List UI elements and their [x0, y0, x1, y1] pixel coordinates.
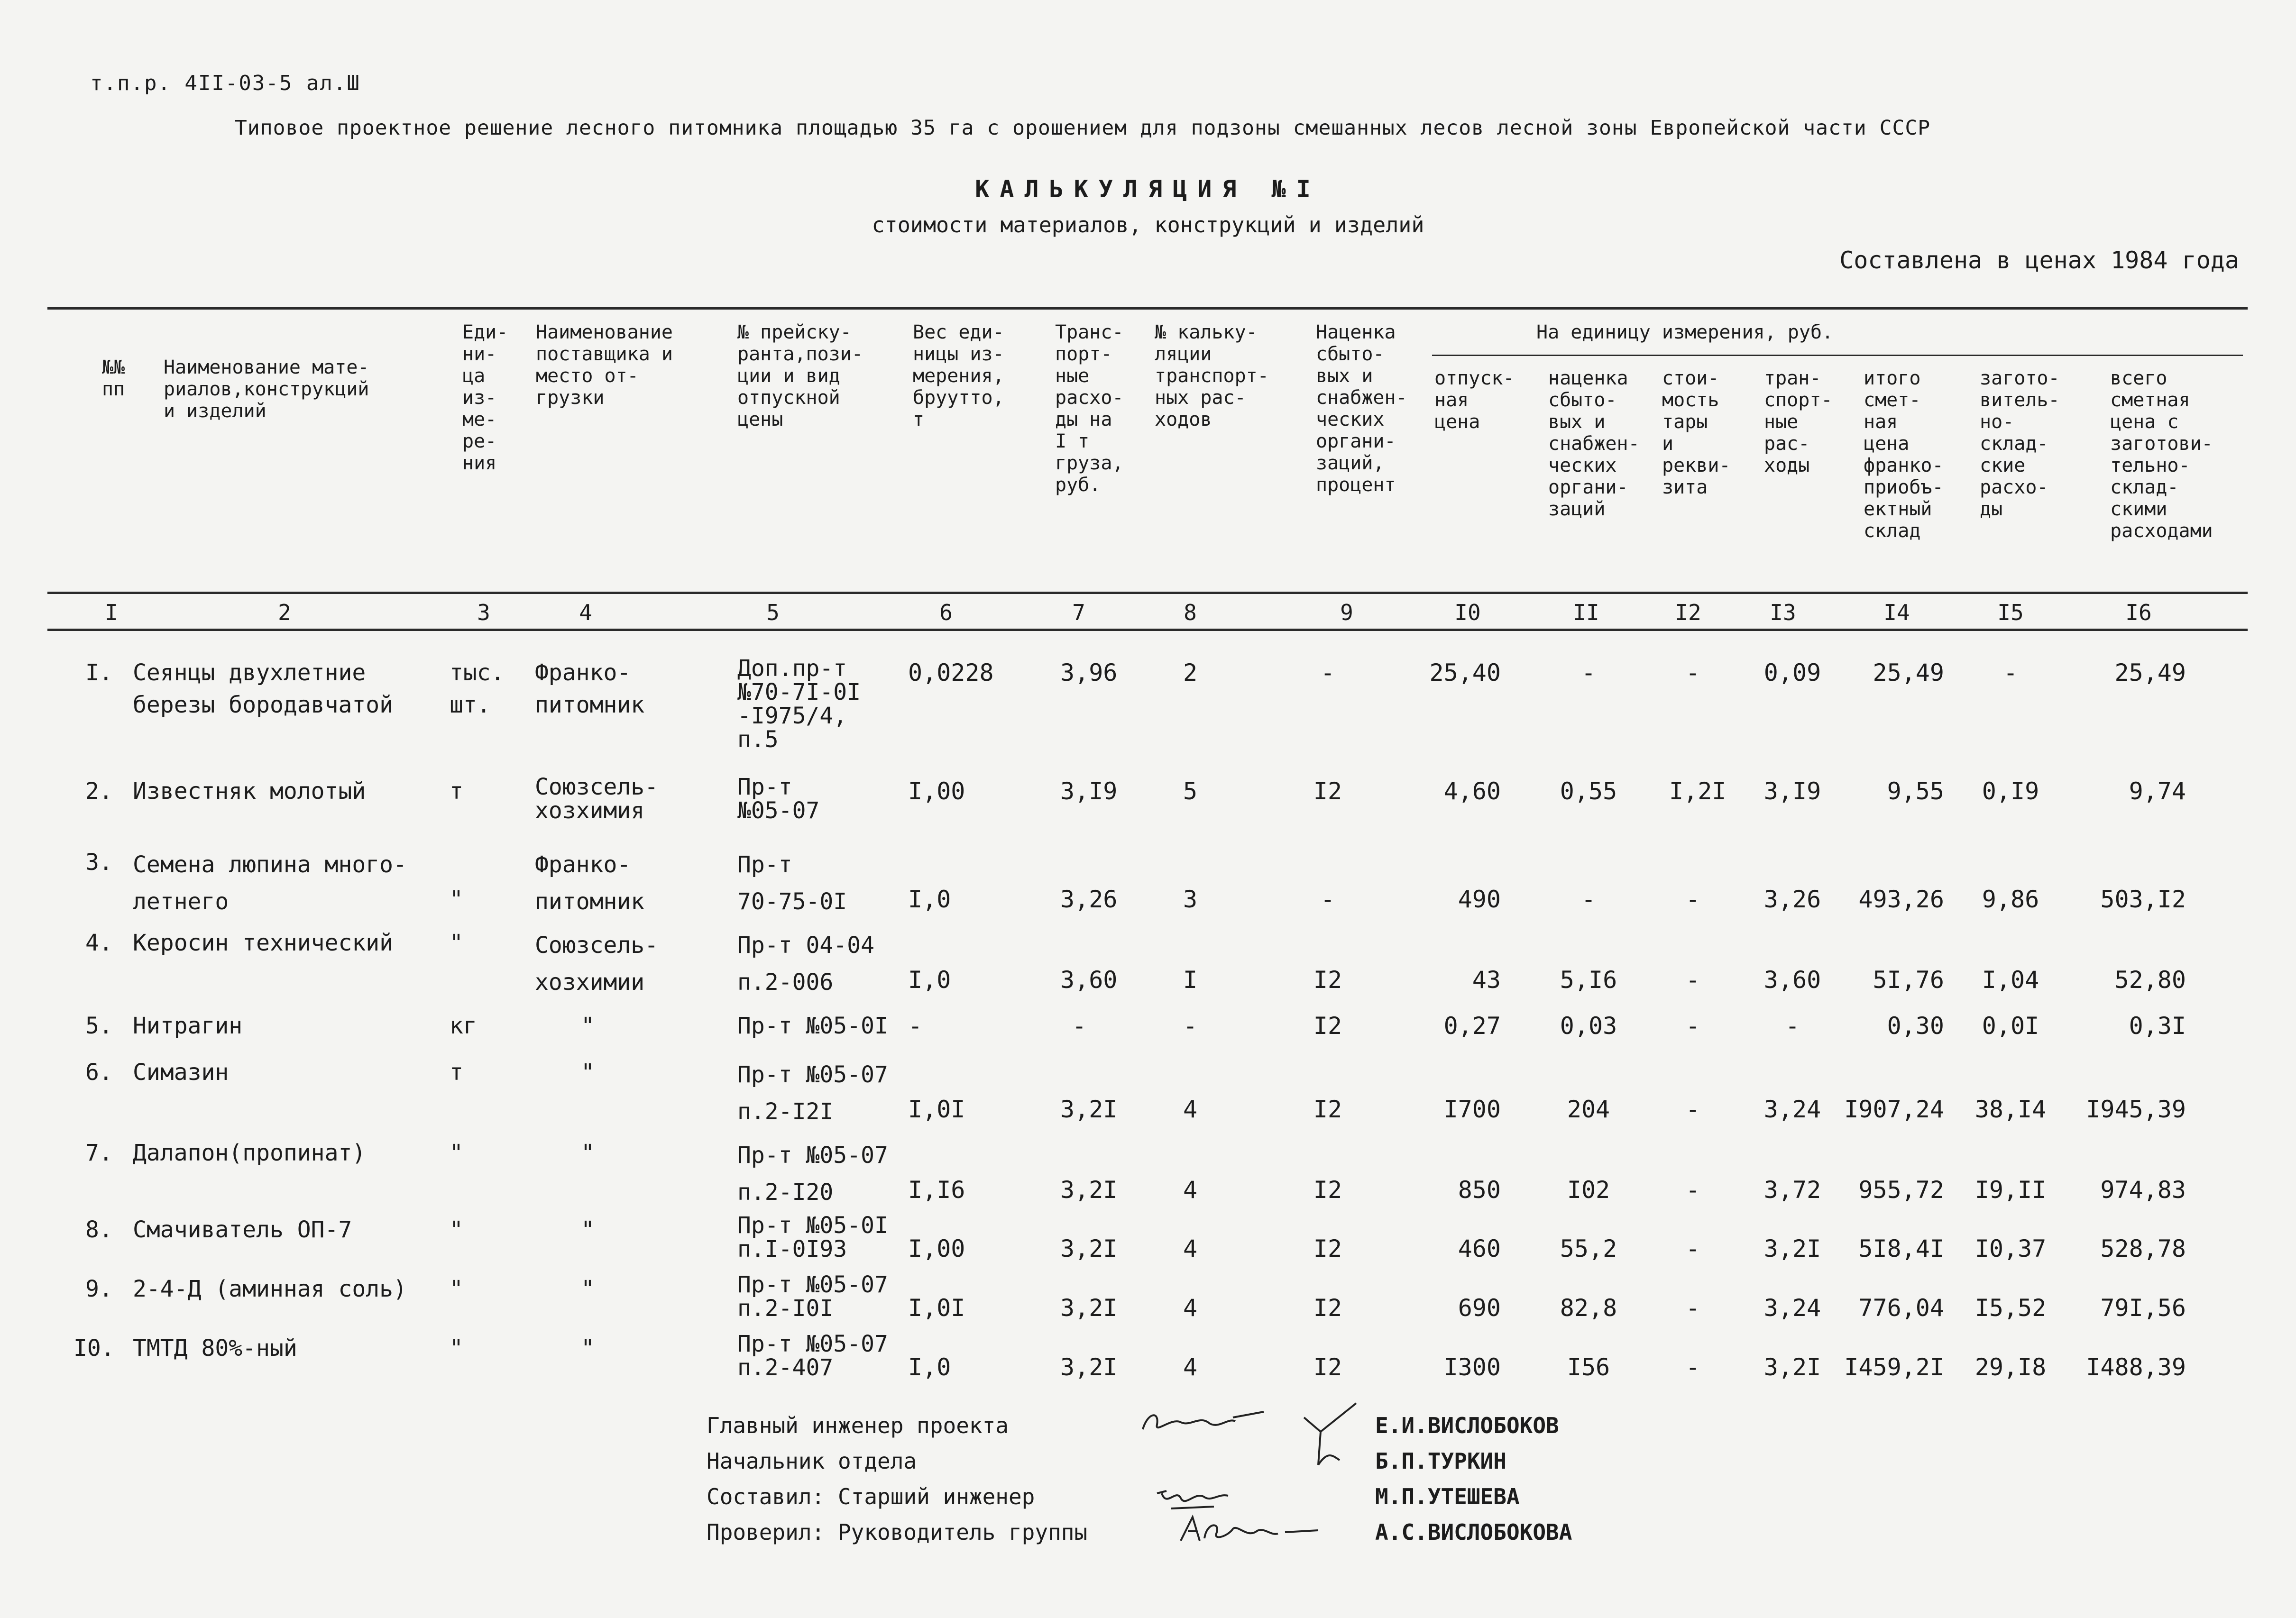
supplier: ": [581, 1140, 595, 1166]
grand-total: 9,74: [2129, 777, 2186, 805]
transport-cost: 3,2I: [1060, 1235, 1118, 1262]
transport-cost: 3,60: [1060, 966, 1118, 994]
markup-rub: -: [1581, 886, 1596, 913]
table-row: [0, 1273, 2296, 1325]
release-price: 850: [1458, 1176, 1501, 1204]
markup-percent: I2: [1313, 1353, 1342, 1381]
row-number: 9.: [85, 1276, 113, 1302]
total-estimate: 955,72: [1858, 1176, 1944, 1204]
price-list: Пр-т 70-75-0I: [737, 851, 847, 915]
release-price: 460: [1458, 1235, 1501, 1262]
column-number: I6: [2125, 600, 2152, 625]
unit-weight: I,0I: [908, 1096, 965, 1123]
table-row: [0, 927, 2296, 996]
unit: ": [450, 930, 463, 956]
transport-calc-no: 4: [1183, 1096, 1198, 1123]
unit: ": [450, 1216, 463, 1243]
supplier: Союзсель- хозхимии: [535, 932, 659, 996]
signature-role: Составил: Старший инженер: [707, 1484, 1035, 1509]
tare-cost: -: [1685, 1096, 1700, 1123]
transport-rub: 3,I9: [1763, 777, 1821, 805]
price-list: Пр-т №05-07 п.2-I0I: [737, 1271, 888, 1322]
markup-percent: I2: [1313, 777, 1342, 805]
release-price: I700: [1443, 1096, 1501, 1123]
markup-percent: -: [1320, 886, 1335, 913]
signature-name: М.П.УТЕШЕВА: [1375, 1484, 1520, 1509]
column-number: 3: [477, 600, 490, 625]
unit: кг: [450, 1013, 477, 1039]
release-price: 43: [1472, 966, 1501, 994]
price-list: Пр-т №05-07: [737, 774, 820, 824]
storage-cost: I9,II: [1975, 1176, 2047, 1204]
transport-rub: 3,2I: [1763, 1235, 1821, 1262]
column-number: 4: [579, 600, 592, 625]
unit-weight: -: [908, 1012, 923, 1040]
markup-percent: -: [1320, 659, 1335, 686]
column-number: 2: [278, 600, 291, 625]
unit-weight: I,00: [908, 1235, 965, 1262]
group-header-rule: [1432, 355, 2243, 356]
unit-weight: I,0: [908, 1353, 951, 1381]
release-price: 690: [1458, 1294, 1501, 1322]
storage-cost: I0,37: [1975, 1235, 2047, 1262]
tare-cost: -: [1685, 966, 1700, 994]
markup-percent: I2: [1313, 1012, 1342, 1040]
unit: тыс. шт.: [450, 659, 505, 718]
header-weight: Вес еди- ницы из- мерения, бруутто, т: [913, 321, 1004, 430]
table-row: [0, 1010, 2296, 1043]
transport-cost: -: [1072, 1012, 1087, 1040]
signature-role: Главный инженер проекта: [707, 1413, 1009, 1438]
price-list: Пр-т №05-07 п.2-I2I: [737, 1061, 888, 1125]
grand-total: 0,3I: [2129, 1012, 2186, 1040]
header-price-list: № прейску- ранта,пози- ции и вид отпускной цены: [737, 321, 863, 430]
release-price: 0,27: [1443, 1012, 1501, 1040]
group-leader-signature: [1176, 1512, 1328, 1550]
row-number: 4.: [85, 930, 113, 956]
header-row-number: №№ пп: [102, 357, 125, 400]
tare-cost: -: [1685, 886, 1700, 913]
table-top-rule: [47, 307, 2248, 310]
transport-calc-no: 2: [1183, 659, 1198, 686]
markup-percent: I2: [1313, 1176, 1342, 1204]
column-numbers-rule: [47, 629, 2248, 631]
grand-total: 25,49: [2114, 659, 2186, 686]
supplier: Союзсель- хозхимия: [535, 774, 659, 824]
header-release-price: отпуск- ная цена: [1434, 367, 1515, 433]
transport-calc-no: 4: [1183, 1294, 1198, 1322]
row-number: I.: [85, 659, 113, 686]
storage-cost: 9,86: [1982, 886, 2039, 913]
markup-percent: I2: [1313, 1096, 1342, 1123]
supplier: Франко- питомник: [535, 851, 645, 915]
signature-role: Начальник отдела: [707, 1448, 917, 1474]
column-number: 6: [939, 600, 953, 625]
transport-rub: 3,24: [1763, 1096, 1821, 1123]
material-name: 2-4-Д (аминная соль): [133, 1276, 407, 1302]
unit: ": [450, 1335, 463, 1362]
table-row: [0, 1214, 2296, 1266]
storage-cost: 38,I4: [1975, 1096, 2047, 1123]
department-head-signature: [1299, 1399, 1375, 1474]
unit-weight: I,0: [908, 886, 951, 913]
storage-cost: 0,I9: [1982, 777, 2039, 805]
material-name: Симазин: [133, 1059, 229, 1086]
column-number: 7: [1072, 600, 1085, 625]
row-number: 5.: [85, 1013, 113, 1039]
transport-cost: 3,96: [1060, 659, 1118, 686]
storage-cost: I,04: [1982, 966, 2039, 994]
header-transport-rub: тран- спорт- ные рас- ходы: [1764, 367, 1833, 476]
storage-cost: 29,I8: [1975, 1353, 2047, 1381]
transport-calc-no: I: [1183, 966, 1198, 994]
markup-rub: 0,03: [1560, 1012, 1617, 1040]
column-number: II: [1573, 600, 1599, 625]
storage-cost: -: [2003, 659, 2018, 686]
total-estimate: 5I8,4I: [1858, 1235, 1944, 1262]
material-name: Нитрагин: [133, 1013, 243, 1039]
calculation-subtitle: стоимости материалов, конструкций и изделий: [872, 212, 1424, 238]
signature-role: Проверил: Руководитель группы: [707, 1519, 1088, 1545]
price-list: Пр-т №05-0I: [737, 1013, 888, 1039]
material-name: Известняк молотый: [133, 778, 366, 804]
header-storage-cost: загото- витель- но- склад- ские расхо- ды: [1980, 367, 2060, 520]
chief-engineer-signature: [1138, 1403, 1271, 1446]
supplier: Франко- питомник: [535, 659, 645, 718]
grand-total: 528,78: [2100, 1235, 2186, 1262]
transport-calc-no: 5: [1183, 777, 1198, 805]
storage-cost: 0,0I: [1982, 1012, 2039, 1040]
supplier: ": [581, 1216, 595, 1243]
transport-cost: 3,2I: [1060, 1353, 1118, 1381]
price-list: Доп.пр-т №70-7I-0I -I975/4, п.5: [737, 655, 861, 753]
release-price: I300: [1443, 1353, 1501, 1381]
markup-rub: I02: [1567, 1176, 1610, 1204]
transport-calc-no: 4: [1183, 1353, 1198, 1381]
unit-weight: 0,0228: [908, 659, 994, 686]
unit-weight: I,0: [908, 966, 951, 994]
tare-cost: -: [1685, 1176, 1700, 1204]
transport-rub: -: [1785, 1012, 1800, 1040]
markup-percent: I2: [1313, 1294, 1342, 1322]
release-price: 490: [1458, 886, 1501, 913]
transport-cost: 3,2I: [1060, 1096, 1118, 1123]
transport-cost: 3,I9: [1060, 777, 1118, 805]
material-name: Семена люпина много- летнего: [133, 851, 407, 915]
transport-rub: 3,26: [1763, 886, 1821, 913]
table-row: [0, 1332, 2296, 1384]
header-per-unit-group: На единицу измерения, руб.: [1536, 321, 1834, 343]
table-row: [0, 775, 2296, 832]
column-number: 8: [1184, 600, 1197, 625]
grand-total: 503,I2: [2100, 886, 2186, 913]
tare-cost: -: [1685, 1012, 1700, 1040]
column-number: I0: [1454, 600, 1481, 625]
row-number: 3.: [85, 849, 113, 876]
column-number: 5: [766, 600, 780, 625]
total-estimate: 493,26: [1858, 886, 1944, 913]
column-number: I3: [1770, 600, 1796, 625]
unit: ": [450, 1140, 463, 1166]
table-row: [0, 1056, 2296, 1123]
header-transport-cost: Транс- порт- ные расхо- ды на I т груза, руб.: [1055, 321, 1124, 496]
release-price: 4,60: [1443, 777, 1501, 805]
supplier: ": [581, 1276, 595, 1302]
calculation-title: КАЛЬКУЛЯЦИЯ №I: [975, 175, 1321, 203]
header-bottom-rule: [47, 592, 2248, 594]
tare-cost: -: [1685, 1353, 1700, 1381]
column-number: I4: [1883, 600, 1910, 625]
price-list: Пр-т №05-0I п.I-0I93: [737, 1212, 888, 1262]
markup-percent: I2: [1313, 1235, 1342, 1262]
grand-total: I945,39: [2086, 1096, 2186, 1123]
markup-rub: 82,8: [1560, 1294, 1617, 1322]
unit: ": [450, 886, 463, 913]
column-number: I5: [1997, 600, 2024, 625]
unit: т: [450, 778, 463, 804]
unit-weight: I,I6: [908, 1176, 965, 1204]
grand-total: 52,80: [2114, 966, 2186, 994]
unit-weight: I,0I: [908, 1294, 965, 1322]
material-name: ТМТД 80%-ный: [133, 1335, 297, 1362]
header-supplier: Наименование поставщика и место от- грузки: [536, 321, 673, 409]
markup-rub: I56: [1567, 1353, 1610, 1381]
column-number: I2: [1675, 600, 1701, 625]
transport-calc-no: 4: [1183, 1176, 1198, 1204]
transport-rub: 0,09: [1763, 659, 1821, 686]
header-markup-percent: Наценка сбыто- вых и снабжен- ческих органи- заций, процент: [1316, 321, 1407, 496]
storage-cost: I5,52: [1975, 1294, 2047, 1322]
markup-rub: 0,55: [1560, 777, 1617, 805]
markup-rub: -: [1581, 659, 1596, 686]
header-markup-rub: наценка сбыто- вых и снабжен- ческих органи- заций: [1548, 367, 1640, 520]
header-tare-cost: стои- мость тары и рекви- зита: [1662, 367, 1731, 498]
transport-rub: 3,24: [1763, 1294, 1821, 1322]
signature-name: А.С.ВИСЛОБОКОВА: [1375, 1519, 1572, 1545]
tare-cost: -: [1685, 1235, 1700, 1262]
row-number: I0.: [73, 1335, 115, 1362]
transport-rub: 3,60: [1763, 966, 1821, 994]
material-name: Сеянцы двухлетние березы бородавчатой: [133, 659, 394, 718]
material-name: Далапон(пропинат): [133, 1140, 366, 1166]
supplier: ": [581, 1059, 595, 1086]
transport-cost: 3,26: [1060, 886, 1118, 913]
transport-cost: 3,2I: [1060, 1176, 1118, 1204]
total-estimate: 5I,76: [1873, 966, 1944, 994]
price-list: Пр-т 04-04 п.2-006: [737, 932, 874, 996]
material-name: Смачиватель ОП-7: [133, 1216, 352, 1243]
header-grand-total: всего сметная цена с заготови- тельно- склад- скими расходами: [2110, 367, 2213, 542]
column-number: I: [105, 600, 118, 625]
tare-cost: -: [1685, 1294, 1700, 1322]
signature-name: Е.И.ВИСЛОБОКОВ: [1375, 1413, 1559, 1438]
unit: т: [450, 1059, 463, 1086]
row-number: 8.: [85, 1216, 113, 1243]
price-list: Пр-т №05-07 п.2-407: [737, 1331, 888, 1381]
tare-cost: -: [1685, 659, 1700, 686]
tare-cost: I,2I: [1669, 777, 1727, 805]
transport-rub: 3,2I: [1763, 1353, 1821, 1381]
table-row: [0, 846, 2296, 913]
markup-rub: 5,I6: [1560, 966, 1617, 994]
signature-name: Б.П.ТУРКИН: [1375, 1448, 1506, 1474]
markup-percent: I2: [1313, 966, 1342, 994]
document-reference: т.п.р. 4II-03-5 ал.Ш: [90, 71, 360, 95]
markup-rub: 204: [1567, 1096, 1610, 1123]
document-title: Типовое проектное решение лесного питомника площадью 35 га с орошением для подзоны смешанных лесов лесной зоны Европейской части СССР: [235, 116, 1931, 140]
supplier: ": [581, 1013, 595, 1039]
header-unit: Еди- ни- ца из- ме- ре- ния: [462, 321, 508, 474]
release-price: 25,40: [1429, 659, 1501, 686]
grand-total: I488,39: [2086, 1353, 2186, 1381]
total-estimate: 0,30: [1887, 1012, 1944, 1040]
unit: ": [450, 1276, 463, 1302]
price-list: Пр-т №05-07 п.2-I20: [737, 1142, 888, 1206]
table-row: [0, 1137, 2296, 1206]
table-row: [0, 657, 2296, 780]
markup-rub: 55,2: [1560, 1235, 1617, 1262]
grand-total: 79I,56: [2100, 1294, 2186, 1322]
row-number: 6.: [85, 1059, 113, 1086]
total-estimate: I907,24: [1844, 1096, 1944, 1123]
supplier: ": [581, 1335, 595, 1362]
transport-calc-no: 3: [1183, 886, 1198, 913]
transport-cost: 3,2I: [1060, 1294, 1118, 1322]
material-name: Керосин технический: [133, 930, 394, 956]
transport-rub: 3,72: [1763, 1176, 1821, 1204]
total-estimate: I459,2I: [1844, 1353, 1944, 1381]
header-material-name: Наименование мате- риалов,конструкций и изделий: [164, 357, 369, 422]
prices-note: Составлена в ценах 1984 года: [1839, 247, 2239, 274]
header-total-estimate: итого смет- ная цена франко- приобъ- ектный склад: [1864, 367, 1944, 542]
unit-weight: I,00: [908, 777, 965, 805]
transport-calc-no: 4: [1183, 1235, 1198, 1262]
total-estimate: 25,49: [1873, 659, 1944, 686]
row-number: 7.: [85, 1140, 113, 1166]
senior-engineer-signature: [1152, 1479, 1238, 1517]
total-estimate: 9,55: [1887, 777, 1944, 805]
row-number: 2.: [85, 778, 113, 804]
transport-calc-no: -: [1183, 1012, 1198, 1040]
column-number: 9: [1340, 600, 1353, 625]
header-transport-calc: № кальку- ляции транспорт- ных рас- ходов: [1155, 321, 1269, 430]
total-estimate: 776,04: [1858, 1294, 1944, 1322]
grand-total: 974,83: [2100, 1176, 2186, 1204]
